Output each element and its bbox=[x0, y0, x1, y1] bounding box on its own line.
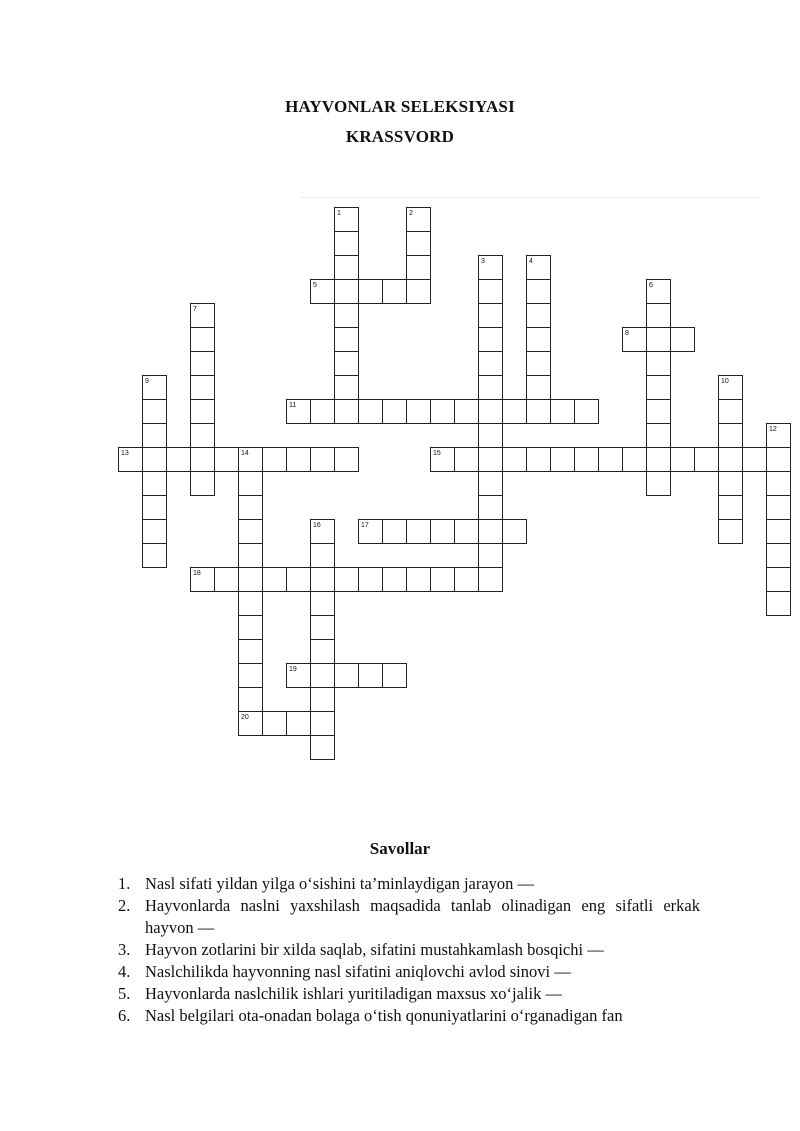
crossword-cell[interactable] bbox=[335, 400, 359, 424]
clue-number: 10 bbox=[721, 378, 729, 385]
clue-number: 18 bbox=[193, 570, 201, 577]
crossword-cell[interactable] bbox=[575, 400, 599, 424]
crossword-cell[interactable] bbox=[311, 400, 335, 424]
crossword-cell[interactable] bbox=[335, 232, 359, 256]
crossword-cell[interactable] bbox=[551, 400, 575, 424]
crossword-cell[interactable] bbox=[215, 448, 239, 472]
crossword-cell[interactable] bbox=[479, 496, 503, 520]
crossword-cell[interactable] bbox=[311, 712, 335, 736]
crossword-cell[interactable] bbox=[527, 280, 551, 304]
crossword-cell[interactable] bbox=[191, 448, 215, 472]
crossword-cell[interactable] bbox=[191, 472, 215, 496]
clue-number: 14 bbox=[241, 450, 249, 457]
crossword-cell[interactable] bbox=[359, 280, 383, 304]
clue-number: 7 bbox=[193, 306, 197, 313]
crossword-cell[interactable] bbox=[479, 520, 503, 544]
crossword-cell[interactable] bbox=[479, 472, 503, 496]
crossword-cell[interactable] bbox=[767, 448, 791, 472]
crossword-cell[interactable] bbox=[239, 640, 263, 664]
crossword-cell[interactable] bbox=[647, 472, 671, 496]
crossword-cell[interactable] bbox=[647, 352, 671, 376]
crossword-cell[interactable] bbox=[383, 400, 407, 424]
crossword-cell[interactable] bbox=[143, 496, 167, 520]
crossword-cell[interactable] bbox=[407, 280, 431, 304]
crossword-cell[interactable] bbox=[407, 568, 431, 592]
crossword-cell[interactable] bbox=[647, 424, 671, 448]
crossword-cell[interactable] bbox=[647, 376, 671, 400]
crossword-cell[interactable] bbox=[239, 544, 263, 568]
question-item bbox=[118, 983, 700, 1005]
question-item bbox=[118, 939, 700, 961]
question-number: 1. bbox=[118, 874, 131, 893]
crossword-cell[interactable] bbox=[479, 304, 503, 328]
crossword-cell[interactable] bbox=[431, 568, 455, 592]
crossword-cell[interactable] bbox=[479, 568, 503, 592]
crossword-cell[interactable] bbox=[407, 400, 431, 424]
crossword-cell[interactable] bbox=[719, 376, 743, 400]
crossword-cell[interactable] bbox=[719, 400, 743, 424]
crossword-cell[interactable] bbox=[383, 568, 407, 592]
question-text: Hayvonlarda naslni yaxshilash maqsadida tanlab olinadigan eng sifatli erkak hayvon — bbox=[145, 896, 700, 937]
crossword-cell[interactable] bbox=[383, 664, 407, 688]
crossword-cell[interactable] bbox=[575, 448, 599, 472]
clue-number: 5 bbox=[313, 282, 317, 289]
crossword-cell[interactable] bbox=[335, 664, 359, 688]
crossword-cell[interactable] bbox=[311, 280, 335, 304]
crossword-cell[interactable] bbox=[311, 544, 335, 568]
crossword-cell[interactable] bbox=[239, 664, 263, 688]
crossword-cell[interactable] bbox=[335, 208, 359, 232]
crossword-cell[interactable] bbox=[143, 520, 167, 544]
crossword-cell[interactable] bbox=[119, 448, 143, 472]
question-text: Naslchilikda hayvonning nasl sifatini aniqlovchi avlod sinovi — bbox=[145, 962, 571, 981]
crossword-cell[interactable] bbox=[767, 472, 791, 496]
crossword-cell[interactable] bbox=[407, 232, 431, 256]
clue-number: 1 bbox=[337, 210, 341, 217]
crossword-cell[interactable] bbox=[527, 400, 551, 424]
questions-list bbox=[118, 873, 700, 1027]
crossword-cell[interactable] bbox=[647, 328, 671, 352]
crossword-cell[interactable] bbox=[335, 352, 359, 376]
crossword-cell[interactable] bbox=[311, 616, 335, 640]
crossword-cell[interactable] bbox=[407, 208, 431, 232]
crossword-cell[interactable] bbox=[359, 568, 383, 592]
crossword-cell[interactable] bbox=[719, 520, 743, 544]
crossword-cell[interactable] bbox=[719, 472, 743, 496]
crossword-cell[interactable] bbox=[767, 568, 791, 592]
crossword-cell[interactable] bbox=[287, 448, 311, 472]
clue-number: 2 bbox=[409, 210, 413, 217]
crossword-cell[interactable] bbox=[503, 400, 527, 424]
crossword-cell[interactable] bbox=[455, 568, 479, 592]
crossword-cell[interactable] bbox=[311, 448, 335, 472]
crossword-cell[interactable] bbox=[191, 376, 215, 400]
clue-number: 16 bbox=[313, 522, 321, 529]
crossword-cell[interactable] bbox=[719, 496, 743, 520]
crossword-cell[interactable] bbox=[479, 448, 503, 472]
crossword-cell[interactable] bbox=[263, 568, 287, 592]
crossword-cell[interactable] bbox=[479, 544, 503, 568]
question-number: 6. bbox=[118, 1006, 131, 1025]
crossword-cell[interactable] bbox=[623, 448, 647, 472]
crossword-cell[interactable] bbox=[479, 376, 503, 400]
crossword-cell[interactable] bbox=[527, 256, 551, 280]
clue-number: 15 bbox=[433, 450, 441, 457]
crossword-cell[interactable] bbox=[527, 448, 551, 472]
clue-number: 12 bbox=[769, 426, 777, 433]
question-number: 3. bbox=[118, 940, 131, 959]
crossword-cell[interactable] bbox=[263, 712, 287, 736]
crossword-cell[interactable] bbox=[263, 448, 287, 472]
crossword-cell[interactable] bbox=[311, 664, 335, 688]
crossword-cell[interactable] bbox=[239, 616, 263, 640]
crossword-cell[interactable] bbox=[719, 448, 743, 472]
page-subtitle: KRASSVORD bbox=[345, 127, 455, 146]
crossword-cell[interactable] bbox=[383, 520, 407, 544]
crossword-cell[interactable] bbox=[143, 472, 167, 496]
crossword-cell[interactable] bbox=[191, 352, 215, 376]
clue-number: 4 bbox=[529, 258, 533, 265]
crossword-cell[interactable] bbox=[311, 736, 335, 760]
crossword-cell[interactable] bbox=[479, 280, 503, 304]
crossword-cell[interactable] bbox=[239, 592, 263, 616]
crossword-cell[interactable] bbox=[647, 280, 671, 304]
crossword-cell[interactable] bbox=[743, 448, 767, 472]
crossword-cell[interactable] bbox=[359, 400, 383, 424]
crossword-cell[interactable] bbox=[527, 304, 551, 328]
crossword-cell[interactable] bbox=[431, 520, 455, 544]
crossword-cell[interactable] bbox=[599, 448, 623, 472]
crossword-cell[interactable] bbox=[239, 496, 263, 520]
crossword-cell[interactable] bbox=[719, 424, 743, 448]
crossword-cell[interactable] bbox=[767, 496, 791, 520]
question-item bbox=[118, 895, 700, 939]
crossword-cell[interactable] bbox=[335, 568, 359, 592]
clue-number: 3 bbox=[481, 258, 485, 265]
crossword-cell[interactable] bbox=[311, 520, 335, 544]
crossword-cell[interactable] bbox=[335, 304, 359, 328]
crossword-cell[interactable] bbox=[455, 520, 479, 544]
crossword-cell[interactable] bbox=[623, 328, 647, 352]
crossword-cell[interactable] bbox=[311, 592, 335, 616]
crossword-cell[interactable] bbox=[335, 376, 359, 400]
crossword-cell[interactable] bbox=[479, 424, 503, 448]
crossword-cell[interactable] bbox=[383, 280, 407, 304]
crossword-cell[interactable] bbox=[479, 400, 503, 424]
question-number: 5. bbox=[118, 984, 131, 1003]
crossword-cell[interactable] bbox=[527, 352, 551, 376]
crossword-cell[interactable] bbox=[671, 328, 695, 352]
crossword-cell[interactable] bbox=[455, 400, 479, 424]
page-title: HAYVONLAR SELEKSIYASI bbox=[285, 97, 515, 116]
crossword-cell[interactable] bbox=[407, 520, 431, 544]
crossword-cell[interactable] bbox=[239, 568, 263, 592]
question-item bbox=[118, 1005, 700, 1027]
crossword-cell[interactable] bbox=[455, 448, 479, 472]
crossword-cell[interactable] bbox=[479, 352, 503, 376]
crossword-cell[interactable] bbox=[359, 520, 383, 544]
crossword-cell[interactable] bbox=[215, 568, 239, 592]
question-number: 4. bbox=[118, 962, 131, 981]
crossword-cell[interactable] bbox=[647, 400, 671, 424]
crossword-cell[interactable] bbox=[359, 664, 383, 688]
crossword-cell[interactable] bbox=[335, 448, 359, 472]
crossword-cell[interactable] bbox=[311, 568, 335, 592]
question-item bbox=[118, 873, 700, 895]
crossword-cell[interactable] bbox=[335, 328, 359, 352]
crossword-cell[interactable] bbox=[191, 424, 215, 448]
crossword-cell[interactable] bbox=[239, 520, 263, 544]
crossword-cell[interactable] bbox=[335, 280, 359, 304]
crossword-cell[interactable] bbox=[239, 472, 263, 496]
clue-number: 9 bbox=[145, 378, 149, 385]
crossword-cell[interactable] bbox=[287, 400, 311, 424]
crossword-cell[interactable] bbox=[191, 304, 215, 328]
question-text: Nasl sifati yildan yilga o‘sishini ta’minlaydigan jarayon — bbox=[145, 874, 535, 893]
crossword-cell[interactable] bbox=[647, 304, 671, 328]
crossword-cell[interactable] bbox=[239, 712, 263, 736]
clue-number: 19 bbox=[289, 666, 297, 673]
crossword-cell[interactable] bbox=[167, 448, 191, 472]
clue-number: 20 bbox=[241, 714, 249, 721]
crossword-cell[interactable] bbox=[767, 424, 791, 448]
crossword-cell[interactable] bbox=[191, 400, 215, 424]
crossword-cell[interactable] bbox=[287, 712, 311, 736]
question-text: Hayvonlarda naslchilik ishlari yuritiladigan maxsus xo‘jalik — bbox=[145, 984, 562, 1003]
crossword-cell[interactable] bbox=[143, 424, 167, 448]
crossword-cell[interactable] bbox=[191, 328, 215, 352]
crossword-cell[interactable] bbox=[143, 544, 167, 568]
crossword-cell[interactable] bbox=[431, 400, 455, 424]
crossword-cell[interactable] bbox=[695, 448, 719, 472]
crossword-cell[interactable] bbox=[527, 376, 551, 400]
question-item bbox=[118, 961, 700, 983]
crossword-cell[interactable] bbox=[287, 568, 311, 592]
crossword-cell[interactable] bbox=[503, 520, 527, 544]
crossword-cell[interactable] bbox=[671, 448, 695, 472]
crossword-cell[interactable] bbox=[287, 664, 311, 688]
crossword-cell[interactable] bbox=[767, 592, 791, 616]
question-number: 2. bbox=[118, 896, 131, 915]
crossword-cell[interactable] bbox=[551, 448, 575, 472]
crossword-cell[interactable] bbox=[479, 256, 503, 280]
crossword-cell[interactable] bbox=[767, 544, 791, 568]
crossword-cell[interactable] bbox=[527, 328, 551, 352]
questions-heading: Savollar bbox=[369, 839, 431, 858]
crossword-cell[interactable] bbox=[191, 568, 215, 592]
clue-number: 6 bbox=[649, 282, 653, 289]
crossword-cell[interactable] bbox=[239, 688, 263, 712]
crossword-cell[interactable] bbox=[311, 688, 335, 712]
crossword-cell[interactable] bbox=[239, 448, 263, 472]
question-text: Hayvon zotlarini bir xilda saqlab, sifatini mustahkamlash bosqichi — bbox=[145, 940, 604, 959]
clue-number: 17 bbox=[361, 522, 369, 529]
crossword-cell[interactable] bbox=[479, 328, 503, 352]
crossword-cell[interactable] bbox=[431, 448, 455, 472]
crossword-cell[interactable] bbox=[767, 520, 791, 544]
clue-number: 11 bbox=[289, 402, 297, 409]
clue-number: 8 bbox=[625, 330, 629, 337]
crossword-cell[interactable] bbox=[335, 256, 359, 280]
question-text: Nasl belgilari ota-onadan bolaga o‘tish qonuniyatlarini o‘rganadigan fan bbox=[145, 1006, 623, 1025]
clue-number: 13 bbox=[121, 450, 129, 457]
crossword-cell[interactable] bbox=[143, 376, 167, 400]
crossword-cell[interactable] bbox=[407, 256, 431, 280]
crossword-cell[interactable] bbox=[143, 400, 167, 424]
crossword-cell[interactable] bbox=[143, 448, 167, 472]
crossword-cell[interactable] bbox=[647, 448, 671, 472]
crossword-cell[interactable] bbox=[503, 448, 527, 472]
crossword-cell[interactable] bbox=[311, 640, 335, 664]
